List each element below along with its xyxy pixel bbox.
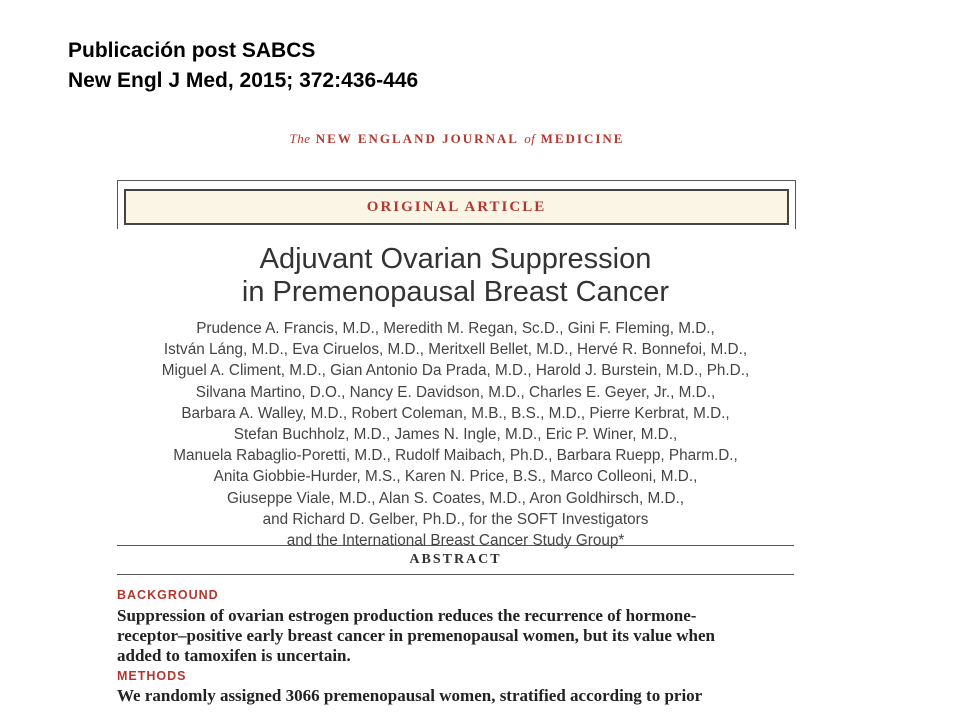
background-line: Suppression of ovarian estrogen production reduces the recurrence of hormone- (117, 606, 697, 625)
journal-masthead-name-part1: NEW ENGLAND JOURNAL (315, 131, 519, 146)
methods-body (117, 686, 797, 706)
background-line: added to tamoxifen is uncertain. (117, 646, 351, 665)
article-type-label: ORIGINAL ARTICLE (366, 198, 547, 215)
author-line: and Richard D. Gelber, Ph.D., for the SOFT Investigators (262, 510, 649, 528)
author-line: Miguel A. Climent, M.D., Gian Antonio Da Prada, M.D., Harold J. Burstein, M.D., Ph.D., (161, 362, 750, 380)
author-line: and the International Breast Cancer Study Group* (286, 532, 625, 550)
author-line: Manuela Rabaglio-Poretti, M.D., Rudolf Maibach, Ph.D., Barbara Ruepp, Pharm.D., (173, 447, 738, 465)
journal-masthead-name-part2: MEDICINE (540, 131, 625, 146)
abstract-banner (117, 545, 794, 575)
slide-citation-line2: New Engl J Med, 2015; 372:436-446 (68, 69, 419, 92)
journal-masthead-of: of (524, 131, 536, 146)
author-line: István Láng, M.D., Eva Ciruelos, M.D., Meritxell Bellet, M.D., Hervé R. Bonnefoi, M.D., (163, 341, 748, 359)
background-line: receptor–positive early breast cancer in premenopausal women, but its value when (117, 626, 715, 645)
author-line: Giuseppe Viale, M.D., Alan S. Coates, M.D., Aron Goldhirsch, M.D., (226, 489, 685, 507)
author-line: Silvana Martino, D.O., Nancy E. Davidson, M.D., Charles E. Geyer, Jr., M.D., (195, 383, 716, 401)
article-title-line-2: in Premenopausal Breast Cancer (241, 276, 670, 308)
article-title-line-1: Adjuvant Ovarian Suppression (259, 243, 652, 275)
author-line: Barbara A. Walley, M.D., Robert Coleman, M.B., B.S., M.D., Pierre Kerbrat, M.D., (181, 404, 730, 422)
methods-line: We randomly assigned 3066 premenopausal women, stratified according to prior (117, 686, 703, 705)
background-body (117, 606, 797, 666)
author-line: Stefan Buchholz, M.D., James N. Ingle, M.D., Eric P. Winer, M.D., (233, 426, 678, 444)
slide-title-line1: Publicación post SABCS (68, 39, 316, 62)
slide-header (68, 36, 418, 96)
abstract-heading: ABSTRACT (409, 552, 502, 567)
article-type-frame (117, 180, 796, 229)
author-list (117, 318, 794, 551)
author-line: Anita Giobbie-Hurder, M.S., Karen N. Price, B.S., Marco Colleoni, M.D., (213, 468, 698, 486)
journal-masthead-the: The (289, 131, 311, 146)
article-type-box (124, 189, 789, 225)
author-line: Prudence A. Francis, M.D., Meredith M. Regan, Sc.D., Gini F. Fleming, M.D., (196, 320, 715, 337)
methods-heading: METHODS (117, 669, 187, 683)
article-title (117, 243, 794, 309)
journal-masthead (258, 131, 656, 147)
background-heading: BACKGROUND (117, 588, 219, 602)
